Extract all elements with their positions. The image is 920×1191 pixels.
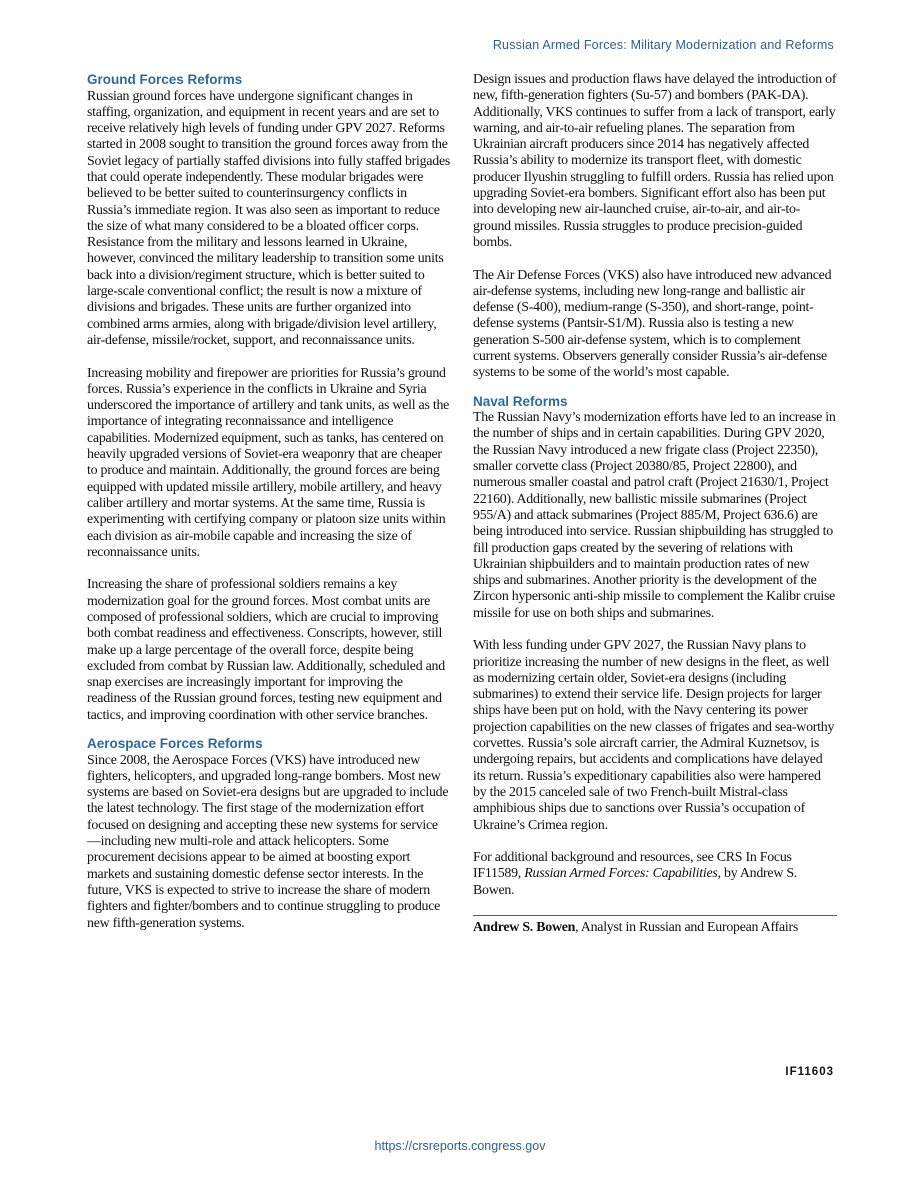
document-code: IF11603 — [785, 1066, 834, 1078]
paragraph-aerospace-3: The Air Defense Forces (VKS) also have introduced new advanced air-defense systems, including new long-range and ballistic air defense (S-400), medium-range (S-350), and short-range, point-defense systems (Pantsir-S1/M). Russia also is testing a new generation S-500 air-defense system, which is to complement current systems. Observers generally consider Russia’s air-defense systems to be some of the world’s most capable. — [473, 267, 832, 381]
author-credit — [473, 920, 837, 936]
author-name: Andrew S. Bowen — [473, 920, 576, 936]
footer-url[interactable]: https://crsreports.congress.gov — [374, 1139, 546, 1153]
right-column — [473, 72, 837, 953]
section-heading-naval: Naval Reforms — [473, 393, 568, 409]
author-divider — [473, 915, 837, 916]
resources-suffix: , by Andrew S. Bowen. — [473, 866, 798, 898]
paragraph-ground-3: Increasing the share of professional soldiers remains a key modernization goal for the ground forces. Most combat units are composed of professional soldiers, which are crucial to improving both combat readiness and effectiveness. Conscripts, however, still make up a large percentage of the overall force, despite being excluded from combat by Russian law. Additionally, scheduled and snap exercises are increasingly important for improving the readiness of the Russian ground forces, testing new equipment and tactics, and improving coordination with other service branches. — [87, 577, 445, 723]
paragraph-ground-1: Russian ground forces have undergone significant changes in staffing, organization, and equipment in recent years and are set to receive relatively high levels of funding under GPV 2027. Reforms started in 2008 sought to transition the ground forces away from the Soviet legacy of partially staffed divisions into fully staffed brigades that could operate independently. These modular brigades were believed to be better suited to counterinsurgency conflicts in Russia’s immediate region. It was also seen as important to reduce the size of what many considered to be a bloated officer corps. Resistance from the military and lessons learned in Ukraine, however, convinced the military leadership to transition some units back into a division/regiment structure, which is better suited to large-scale conventional conflict; the result is now a mixture of divisions and brigades. These units are further organized into combined arms armies, along with brigade/division level artillery, air-defense, missile/rocket, support, and reconnaissance units. — [87, 88, 451, 348]
section-heading-ground-forces: Ground Forces Reforms — [87, 72, 243, 87]
paragraph-naval-2: With less funding under GPV 2027, the Russian Navy plans to prioritize increasing the number of new designs in the fleet, as well as modernizing certain older, Soviet-era designs (including submarines) to extend their service life. Design projects for larger ships have been put on hold, with the Navy centering its power projection capabilities on the new classes of frigates and sea-worthy corvettes. Russia’s sole aircraft carrier, the Admiral Kuznetsov, is undergoing repairs, but accidents and complications have delayed its return. Russia’s expeditionary capabilities also were hampered by the 2015 canceled sale of two French-built Mistral-class amphibious ships due to sanctions over Russia’s occupation of Ukraine’s Crimea region. — [473, 638, 835, 833]
running-header: Russian Armed Forces: Military Modernization and Reforms — [492, 38, 834, 52]
paragraph-ground-2: Increasing mobility and firepower are priorities for Russia’s ground forces. Russia’s experience in the conflicts in Ukraine and Syria underscored the importance of artillery and tank units, as well as the importance of integrating reconnaissance and intelligence capabilities. Modernized equipment, such as tanks, has centered on heavily upgraded versions of Soviet-era weaponry that are cheaper to produce and maintain. Additionally, the ground forces are being equipped with updated missile artillery, mobile artillery, and heavy caliber artillery and mortar systems. At the same time, Russia is experimenting with certifying company or platoon size units within each division as air-mobile capable and increasing the size of reconnaissance units. — [87, 365, 450, 560]
paragraph-naval-1: The Russian Navy’s modernization efforts have led to an increase in the number of ships and in certain capabilities. During GPV 2020, the Russian Navy introduced a new frigate class (Project 22350), smaller corvette class (Project 20380/85, Project 22800), and numerous smaller coastal and patrol craft (Project 21630/1, Project 22160). Additionally, new ballistic missile submarines (Project 955/A) and attack submarines (Project 885/M, Project 636.6) are being introduced into service. Russian shipbuilding has struggled to fill production gaps created by the severing of relations with Ukrainian shipbuilders and to maintain production rates of new ships and submarines. Another priority is the development of the Zircon hypersonic anti-ship missile to complement the Kalibr cruise missile for use on both ships and submarines. — [473, 410, 836, 621]
paragraph-aerospace-1: Since 2008, the Aerospace Forces (VKS) have introduced new fighters, helicopters, and upgraded long-range bombers. Most new systems are based on Soviet-era designs but are upgraded to include the latest technology. The first stage of the modernization effort focused on designing and accepting these new systems for service—including new multi-role and attack helicopters. Some procurement decisions appear to be aimed at boosting export markets and sustaining domestic defense sector interests. In the future, VKS is expected to strive to increase the share of modern fighters and fighter/bombers and to continue struggling to produce new fifth-generation systems. — [87, 752, 449, 931]
paragraph-aerospace-2: Design issues and production flaws have delayed the introduction of new, fifth-generation fighters (Su-57) and bombers (PAK-DA). Additionally, VKS continues to suffer from a lack of transport, early warning, and air-to-air refueling planes. The separation from Ukrainian aircraft producers since 2014 has negatively affected Russia’s ability to modernize its transport fleet, with domestic producer Ilyushin struggling to fulfill orders. Russia has relied upon upgrading Soviet-era bombers. Significant effort also has been put into developing new air-launched cruise, air-to-air, and air-to-ground missiles. Russia struggles to produce precision-guided bombs. — [473, 72, 837, 250]
resources-report-title: Russian Armed Forces: Capabilities — [524, 866, 718, 882]
left-column — [87, 72, 451, 948]
paragraph-additional-resources — [473, 850, 837, 899]
resources-prefix: For additional background and resources, see CRS In Focus IF11589, — [473, 850, 792, 882]
section-heading-aerospace-forces: Aerospace Forces Reforms — [87, 736, 263, 752]
author-role: , Analyst in Russian and European Affairs — [575, 920, 799, 936]
